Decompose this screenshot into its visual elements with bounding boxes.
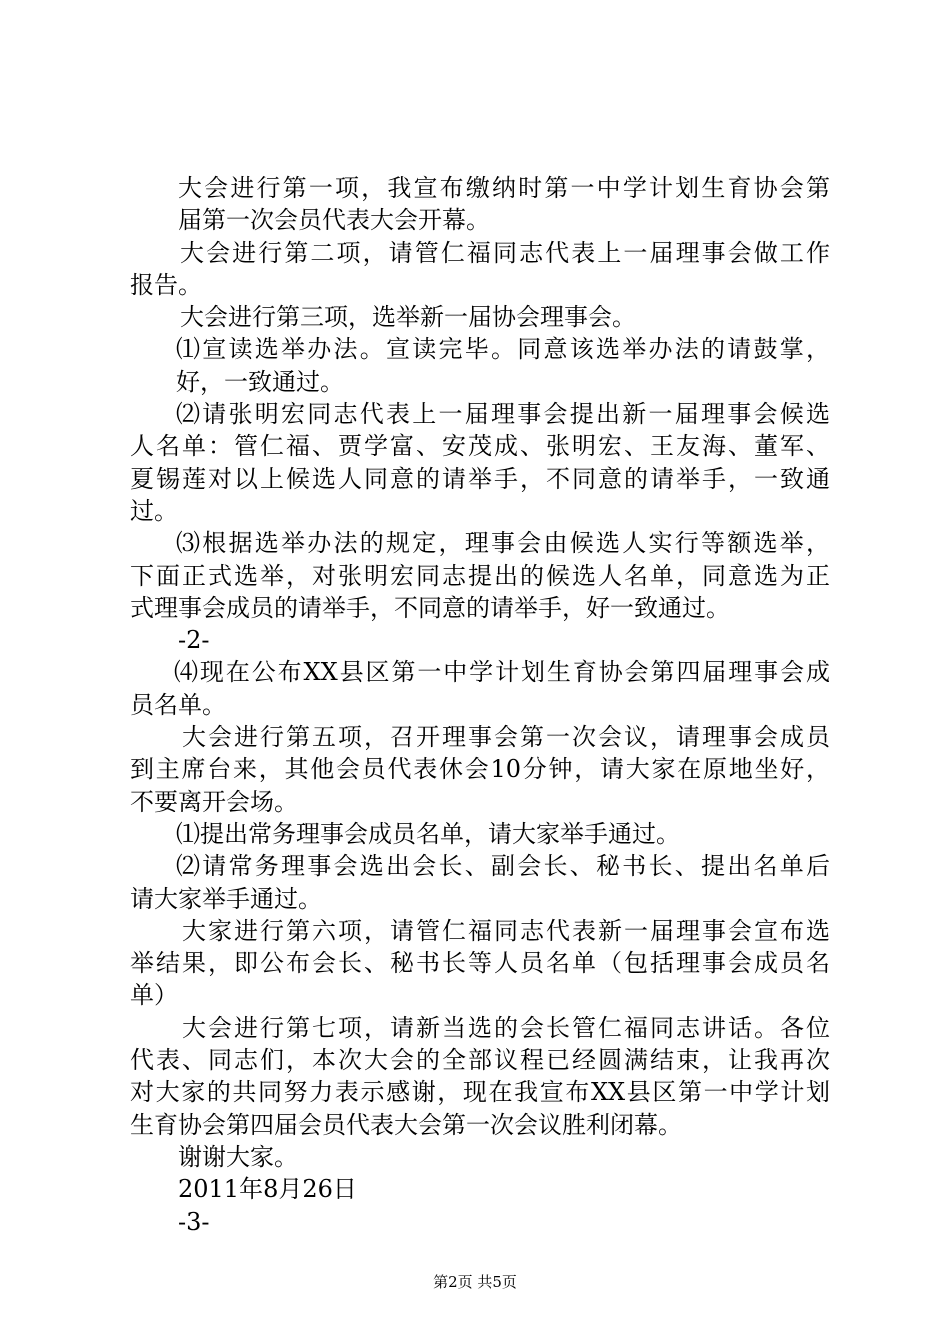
document-line: 员名单。 (130, 690, 226, 719)
document-line: ⑶根据选举办法的规定，理事会由候选人实行等额选举， (176, 529, 830, 558)
document-line: 大会进行第三项，选举新一届协会理事会。 (180, 303, 636, 332)
document-line: 代表、同志们，本次大会的全部议程已经圆满结束，让我再次 (130, 1046, 830, 1075)
document-line: 大会进行第七项，请新当选的会长管仁福同志讲话。各位 (182, 1013, 830, 1042)
document-line: -2- (178, 626, 210, 655)
document-line: 单） (130, 981, 178, 1010)
document-line: 过。 (130, 496, 178, 525)
document-line: 式理事会成员的请举手，不同意的请举手，好一致通过。 (130, 593, 730, 622)
document-line: 生育协会第四届会员代表大会第一次会议胜利闭幕。 (130, 1110, 682, 1139)
document-line: 谢谢大家。 (178, 1142, 298, 1171)
document-line: ⑴提出常务理事会成员名单，请大家举手通过。 (176, 819, 680, 848)
document-line: 大会进行第五项，召开理事会第一次会议，请理事会成员 (182, 723, 830, 752)
document-line: 报告。 (130, 270, 202, 299)
document-line: 不要离开会场。 (130, 787, 298, 816)
document-line: 下面正式选举，对张明宏同志提出的候选人名单，同意选为正 (130, 561, 830, 590)
document-line: 大会进行第二项，请管仁福同志代表上一届理事会做工作 (180, 238, 830, 267)
document-line: ⑷现在公布XX县区第一中学计划生育协会第四届理事会成 (174, 658, 830, 687)
document-line: 大家进行第六项，请管仁福同志代表新一届理事会宣布选 (182, 916, 830, 945)
document-line: 2011年8月26日 (178, 1175, 357, 1204)
document-line: ⑵请常务理事会选出会长、副会长、秘书长、提出名单后 (176, 852, 830, 881)
document-body (130, 172, 830, 1238)
document-line: ⑴宣读选举办法。宣读完毕。同意该选举办法的请鼓掌， (176, 335, 830, 364)
document-line: 举结果，即公布会长、秘书长等人员名单（包括理事会成员名 (130, 949, 830, 978)
document-line: ⑵请张明宏同志代表上一届理事会提出新一届理事会候选 (176, 400, 830, 429)
document-line: -3- (178, 1207, 210, 1236)
page-footer: 第2页 共5页 (433, 1273, 517, 1291)
document-line: 到主席台来，其他会员代表休会10分钟，请大家在原地坐好， (130, 755, 830, 784)
document-line: 大会进行第一项，我宣布缴纳时第一中学计划生育协会第 (178, 174, 830, 202)
document-line: 人名单：管仁福、贾学富、安茂成、张明宏、王友海、董军、 (130, 432, 830, 461)
document-line: 好，一致通过。 (176, 367, 344, 396)
document-line: 夏锡莲对以上候选人同意的请举手，不同意的请举手，一致通 (130, 464, 830, 493)
document-line: 届第一次会员代表大会开幕。 (178, 206, 490, 235)
document-line: 对大家的共同努力表示感谢，现在我宣布XX县区第一中学计划 (130, 1078, 830, 1107)
document-line: 请大家举手通过。 (130, 884, 322, 913)
